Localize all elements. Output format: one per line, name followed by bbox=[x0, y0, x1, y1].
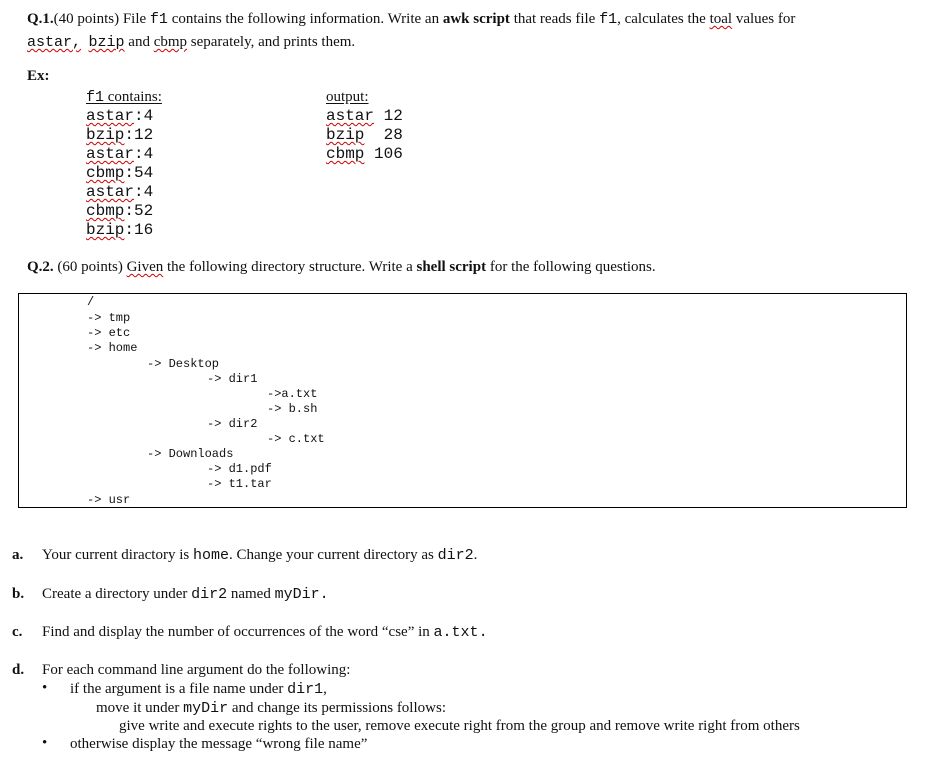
tree-b-sh: -> b.sh bbox=[267, 402, 318, 416]
qc-label: c. bbox=[12, 624, 23, 640]
q1-file: f1 bbox=[149, 11, 168, 28]
qd-label: d. bbox=[12, 662, 25, 678]
tree-a-txt: ->a.txt bbox=[267, 387, 318, 401]
q2-text2: for the following questions. bbox=[486, 259, 656, 275]
qa-label: a. bbox=[12, 547, 24, 563]
example-label: Ex: bbox=[27, 68, 50, 84]
input-line: astar:4 bbox=[86, 145, 154, 163]
q1-text5: separately, and prints them. bbox=[187, 34, 356, 50]
q2-points: (60 points) bbox=[53, 259, 127, 275]
q2-given: Given bbox=[126, 259, 164, 275]
q2-shell: shell script bbox=[416, 259, 487, 275]
question-1 bbox=[27, 8, 907, 54]
input-lines bbox=[86, 107, 162, 240]
tree-downloads: -> Downloads bbox=[147, 447, 234, 461]
input-line: astar:4 bbox=[86, 183, 154, 201]
tree-tmp: -> tmp bbox=[87, 311, 131, 325]
bullet-1-icon: • bbox=[42, 680, 48, 696]
qa-text: Your current diractory is home. Change your current directory as dir2. bbox=[42, 547, 478, 564]
tree-dir1: -> dir1 bbox=[207, 372, 258, 386]
question-2 bbox=[27, 259, 656, 276]
qd-text: For each command line argument do the following: bbox=[42, 662, 351, 678]
output-line: cbmp 106 bbox=[326, 145, 403, 163]
qc-text: Find and display the number of occurrences of the word “cse” in a.txt. bbox=[42, 624, 488, 641]
q1-cbmp: cbmp bbox=[153, 34, 188, 50]
output-line: astar 12 bbox=[326, 107, 403, 125]
tree-etc: -> etc bbox=[87, 326, 131, 340]
q1-label: Q.1. bbox=[27, 11, 54, 27]
qb-label: b. bbox=[12, 586, 25, 602]
qb-text: Create a directory under dir2 named myDir. bbox=[42, 586, 329, 603]
q1-and: and bbox=[124, 34, 154, 50]
qd-line3: give write and execute rights to the user, remove execute right from the group and remove write right from others bbox=[119, 718, 800, 734]
tree-d1-pdf: -> d1.pdf bbox=[207, 462, 272, 476]
output-block bbox=[326, 88, 403, 164]
tree-usr: -> usr bbox=[87, 493, 131, 507]
tree-dir2: -> dir2 bbox=[207, 417, 258, 431]
q1-awk: awk script bbox=[442, 11, 510, 27]
input-line: bzip:16 bbox=[86, 221, 154, 239]
tree-c-txt: -> c.txt bbox=[267, 432, 325, 446]
q1-text4: values for bbox=[732, 11, 796, 27]
input-line: cbmp:52 bbox=[86, 202, 154, 220]
input-block bbox=[86, 88, 162, 240]
bullet-2-icon: • bbox=[42, 735, 48, 751]
tree-home: -> home bbox=[87, 341, 138, 355]
q1-bzip: bzip bbox=[88, 34, 125, 51]
output-header: output: bbox=[326, 89, 369, 105]
qd-line2: move it under myDir and change its permissions follows: bbox=[96, 700, 446, 717]
output-line: bzip 28 bbox=[326, 126, 403, 144]
tree-desktop: -> Desktop bbox=[147, 357, 220, 371]
input-header: f1 contains: bbox=[86, 89, 162, 106]
q2-label: Q.2. bbox=[27, 259, 54, 275]
q1-file2: f1 bbox=[599, 11, 618, 28]
q1-points: (40 points) File bbox=[53, 11, 150, 27]
tree-t1-tar: -> t1.tar bbox=[207, 477, 272, 491]
tree-root: / bbox=[87, 295, 95, 309]
q1-text2: that reads file bbox=[509, 11, 600, 27]
input-line: cbmp:54 bbox=[86, 164, 154, 182]
qd-bullet2: otherwise display the message “wrong file name” bbox=[70, 736, 368, 752]
input-line: astar:4 bbox=[86, 107, 154, 125]
directory-tree-box bbox=[18, 293, 907, 508]
q1-text3: , calculates the bbox=[617, 11, 710, 27]
qd-bullet1: if the argument is a file name under dir1, bbox=[70, 681, 327, 698]
q1-astar: astar, bbox=[27, 34, 82, 51]
input-line: bzip:12 bbox=[86, 126, 154, 144]
q1-text1: contains the following information. Write an bbox=[167, 11, 443, 27]
output-lines bbox=[326, 107, 403, 164]
q2-text1: the following directory structure. Write a bbox=[163, 259, 417, 275]
q1-toal: toal bbox=[709, 11, 733, 27]
